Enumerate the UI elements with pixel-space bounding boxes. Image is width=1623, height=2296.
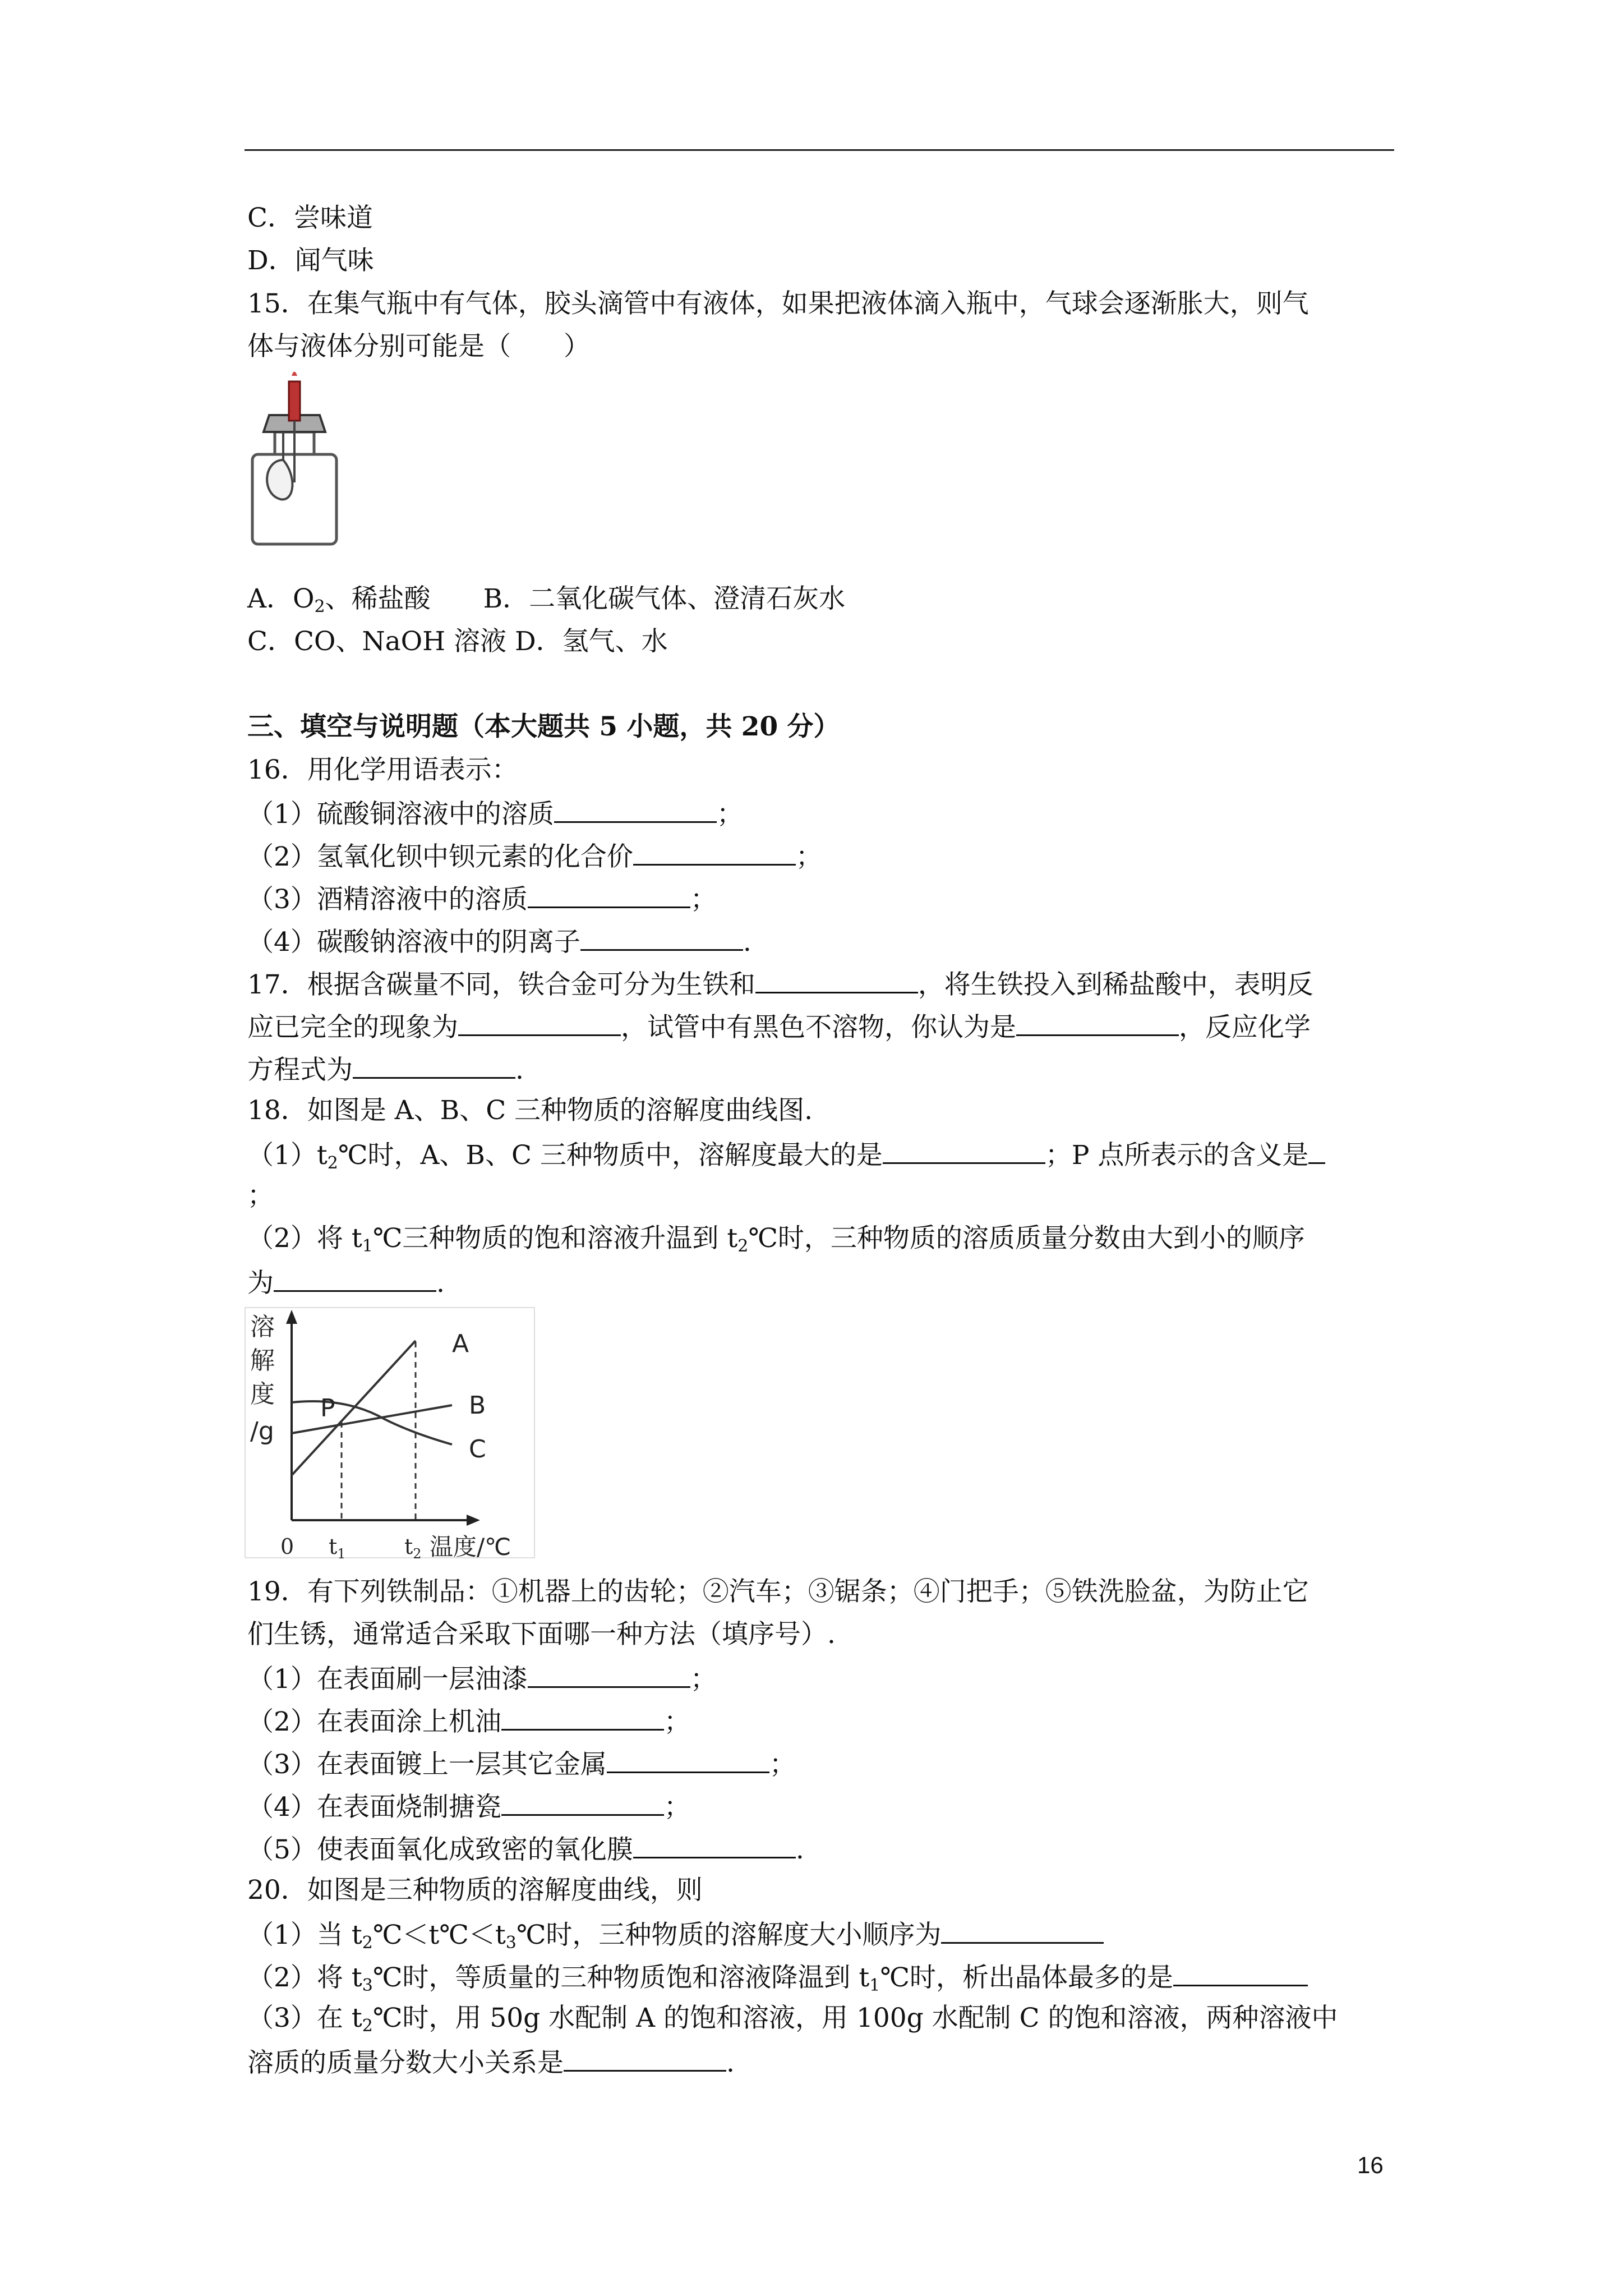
curve-c-label: C — [469, 1435, 486, 1464]
q16-p4 — [247, 924, 751, 958]
punct: ； — [716, 799, 743, 830]
q20-text: ℃时，等质量的三种物质饱和溶液降温到 t — [372, 1962, 870, 1993]
q17-text: 17．根据含碳量不同，铁合金可分为生铁和 — [247, 969, 755, 1000]
q20-text: （2）将 t — [247, 1962, 362, 1993]
q19-text: （2）在表面涂上机油 — [247, 1706, 501, 1737]
q20-sub: 2 — [362, 2016, 373, 2036]
q20-text: ℃时，用 50g 水配制 A 的饱和溶液，用 100g 水配制 C 的饱和溶液，两种溶液中 — [372, 2003, 1338, 2033]
curve-a-label: A — [452, 1329, 469, 1358]
q19-p5 — [247, 1832, 804, 1866]
q20-text: ℃＜t℃＜t — [372, 1920, 506, 1950]
q20-p3-end — [247, 2045, 735, 2079]
q20-p1 — [247, 1917, 1104, 1951]
q20-text: （3）在 t — [247, 2003, 362, 2033]
x-axis-label: 温度/℃ — [430, 1533, 511, 1559]
q15-line1: 15．在集气瓶中有气体，胶头滴管中有液体，如果把液体滴入瓶中，气球会逐渐胀大，则气 — [247, 288, 1309, 319]
q16-p2-text: （2）氢氧化钡中钡元素的化合价 — [247, 841, 633, 872]
q15-option-ab — [247, 583, 845, 615]
y-axis-arrow — [286, 1310, 297, 1324]
q15-a-sub: 2 — [314, 597, 325, 616]
punct: . — [795, 1834, 804, 1865]
curve-a — [292, 1341, 416, 1475]
q20-sub: 1 — [869, 1976, 880, 1995]
t2-tick-label — [404, 1534, 422, 1559]
header-rule — [245, 149, 1394, 151]
q16-p3-text: （3）酒精溶液中的溶质 — [247, 884, 528, 915]
q17-line3 — [247, 1052, 524, 1086]
q18-p1 — [247, 1138, 1325, 1171]
y-label-char: /g — [250, 1417, 274, 1446]
q19-text: （1）在表面刷一层油漆 — [247, 1664, 528, 1695]
q16-stem: 16．用化学用语表示： — [247, 754, 518, 785]
q18-sub: 2 — [737, 1236, 749, 1256]
q16-p3 — [247, 882, 717, 915]
q20-p2 — [247, 1960, 1308, 1994]
x-axis-arrow — [467, 1515, 480, 1526]
q19-p3 — [247, 1747, 796, 1780]
q19-text: （5）使表面氧化成致密的氧化膜 — [247, 1834, 633, 1865]
answer-blank[interactable] — [883, 1138, 1045, 1164]
punct: ； — [690, 884, 717, 915]
q17-text: ，将生铁投入到稀盐酸中，表明反 — [917, 969, 1313, 1000]
q20-text: ℃时，三种物质的溶解度大小顺序为 — [516, 1920, 942, 1950]
answer-blank[interactable] — [1308, 1138, 1325, 1164]
q17-text: 方程式为 — [247, 1055, 353, 1085]
q18-stem: 18．如图是 A、B、C 三种物质的溶解度曲线图. — [247, 1095, 813, 1126]
q17-text: ，反应化学 — [1179, 1012, 1311, 1043]
answer-blank[interactable] — [353, 1052, 515, 1079]
punct: ； — [795, 841, 822, 872]
q16-p1-text: （1）硫酸铜溶液中的溶质 — [247, 799, 554, 830]
section3-title: 三、填空与说明题（本大题共 5 小题，共 20 分） — [247, 711, 840, 742]
answer-blank[interactable] — [554, 797, 717, 823]
q15-ab-text: 、稀盐酸 B．二氧化碳气体、澄清石灰水 — [325, 583, 846, 614]
t1-sub: 1 — [337, 1546, 346, 1559]
q19-line1: 19．有下列铁制品：①机器上的齿轮；②汽车；③锯条；④门把手；⑤铁洗脸盆，为防止它 — [247, 1576, 1309, 1607]
q17-line1 — [247, 967, 1313, 1001]
q18-p1-end: ； — [247, 1180, 274, 1211]
q15-option-cd: C．CO、NaOH 溶液 D．氢气、水 — [247, 626, 668, 657]
q18-text: （1）t — [247, 1140, 328, 1171]
punct: ； — [769, 1749, 796, 1780]
q17-line2 — [247, 1010, 1311, 1043]
punct: ； — [663, 1706, 690, 1737]
q19-line2: 们生锈，通常适合采取下面哪一种方法（填序号）. — [247, 1619, 836, 1650]
q18-p2 — [247, 1223, 1305, 1254]
answer-blank[interactable] — [755, 967, 918, 993]
punct: . — [726, 2047, 735, 2078]
q15-a-label: A．O — [247, 583, 315, 614]
q16-p2 — [247, 839, 822, 873]
y-label-char: 溶 — [250, 1313, 275, 1341]
q15-line2: 体与液体分别可能是（ ） — [247, 331, 590, 362]
answer-blank[interactable] — [580, 924, 743, 951]
q20-stem: 20．如图是三种物质的溶解度曲线，则 — [247, 1875, 703, 1906]
answer-blank[interactable] — [528, 882, 690, 908]
q19-p1 — [247, 1662, 717, 1695]
answer-blank[interactable] — [564, 2045, 726, 2072]
origin-label: 0 — [280, 1534, 294, 1559]
q18-text: ；P 点所表示的含义是 — [1045, 1140, 1309, 1171]
q19-p2 — [247, 1704, 690, 1738]
answer-blank[interactable] — [528, 1662, 690, 1688]
solubility-chart — [245, 1307, 536, 1559]
point-p-label: P — [320, 1394, 335, 1423]
answer-blank[interactable] — [633, 1832, 796, 1858]
gas-bottle-figure — [241, 370, 342, 550]
curve-b — [292, 1405, 452, 1433]
page-number: 16 — [1357, 2152, 1384, 2178]
q18-text: （2）将 t — [247, 1223, 362, 1254]
q18-sub: 1 — [362, 1236, 373, 1256]
q17-text: 应已完全的现象为 — [247, 1012, 458, 1043]
q19-text: （3）在表面镀上一层其它金属 — [247, 1749, 607, 1780]
answer-blank[interactable] — [501, 1789, 664, 1816]
punct: ； — [663, 1792, 690, 1823]
q19-text: （4）在表面烧制搪瓷 — [247, 1792, 501, 1823]
t2-sub: 2 — [413, 1546, 422, 1559]
punct: . — [436, 1268, 445, 1299]
curve-c — [292, 1401, 452, 1444]
answer-blank[interactable] — [274, 1266, 436, 1292]
q18-text: ℃三种物质的饱和溶液升温到 t — [372, 1223, 738, 1254]
answer-blank[interactable] — [633, 839, 796, 866]
answer-blank[interactable] — [941, 1917, 1104, 1944]
q16-p4-text: （4）碳酸钠溶液中的阴离子 — [247, 927, 580, 958]
option-c: C．尝味道 — [247, 203, 373, 233]
option-d: D．闻气味 — [247, 245, 374, 276]
curve-b-label: B — [469, 1391, 486, 1420]
q20-text: ℃时，析出晶体最多的是 — [880, 1962, 1173, 1993]
q16-p1 — [247, 797, 743, 830]
q20-text: （1）当 t — [247, 1920, 362, 1950]
q19-p4 — [247, 1789, 690, 1823]
q20-sub: 2 — [362, 1933, 373, 1953]
y-label-char: 度 — [250, 1380, 275, 1409]
answer-blank[interactable] — [458, 1010, 621, 1036]
q20-sub: 3 — [505, 1933, 517, 1953]
t2-char: t — [404, 1534, 413, 1559]
q20-p3 — [247, 2003, 1338, 2034]
punct: ； — [690, 1664, 717, 1695]
q18-p2-end — [247, 1266, 445, 1299]
q20-text: 溶质的质量分数大小关系是 — [247, 2047, 564, 2078]
q18-text: ℃时，三种物质的溶质质量分数由大到小的顺序 — [748, 1223, 1305, 1254]
answer-blank[interactable] — [1016, 1010, 1179, 1036]
t1-char: t — [329, 1534, 338, 1559]
y-label-char: 解 — [250, 1346, 275, 1375]
answer-blank[interactable] — [607, 1747, 769, 1773]
answer-blank[interactable] — [1173, 1960, 1308, 1986]
q20-sub: 3 — [362, 1976, 373, 1995]
q18-text: ℃时，A、B、C 三种物质中，溶解度最大的是 — [338, 1140, 883, 1171]
q18-text: 为 — [247, 1268, 274, 1299]
t1-tick-label — [329, 1534, 346, 1559]
punct: . — [515, 1055, 524, 1085]
q17-text: ，试管中有黑色不溶物，你认为是 — [621, 1012, 1016, 1043]
answer-blank[interactable] — [501, 1704, 664, 1731]
punct: . — [743, 927, 751, 958]
q18-sub: 2 — [327, 1153, 338, 1173]
